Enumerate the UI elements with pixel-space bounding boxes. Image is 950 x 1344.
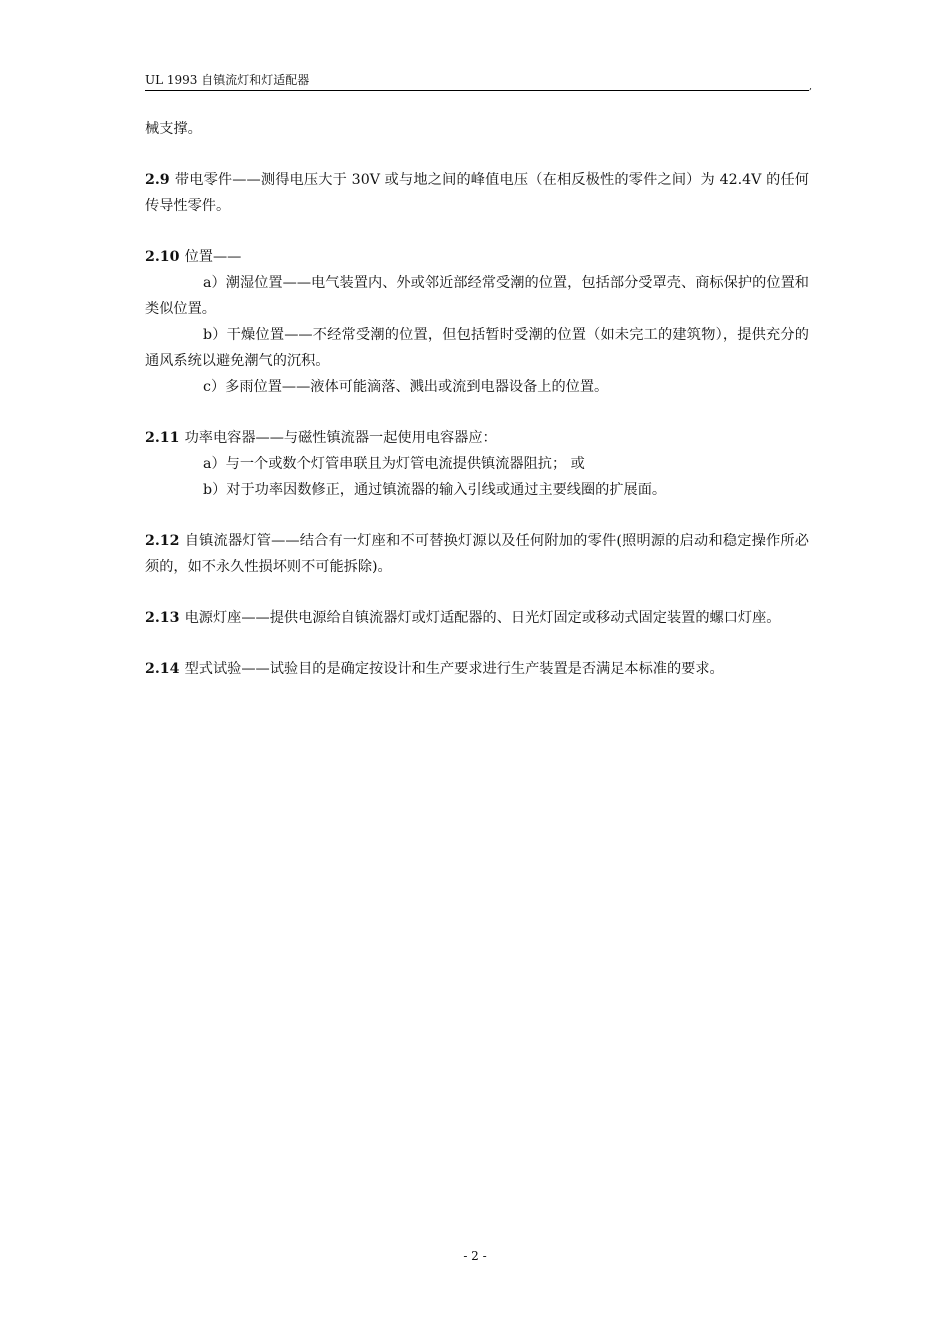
document-body [145,116,809,682]
section-text: 电源灯座——提供电源给自镇流器灯或灯适配器的、日光灯固定或移动式固定装置的螺口灯座。 [184,610,781,626]
list-item-a: a）与一个或数个灯管串联且为灯管电流提供镇流器阻抗； 或 [203,456,585,472]
section-text: 自镇流器灯管——结合有一灯座和不可替换灯源以及任何附加的零件(照明源的启动和稳定操作所必须的，如不永久性损坏则不可能拆除)。 [145,533,809,575]
section-number: 2.12 [145,533,180,549]
section-2-13 [145,605,809,631]
section-2-11 [145,425,809,451]
running-header [145,72,812,92]
section-2-12 [145,528,809,580]
list-item-b: b）干燥位置——不经常受潮的位置，但包括暂时受潮的位置（如未完工的建筑物），提供充分的通风系统以避免潮气的沉积。 [145,327,809,369]
header-mark: , [809,82,812,92]
section-2-9 [145,167,809,219]
continued-text: 械支撑。 [145,121,202,137]
section-text: 位置—— [184,249,242,265]
page-number: - 2 - [463,1249,487,1263]
section-number: 2.9 [145,172,170,188]
list-item-c: c）多雨位置——液体可能滴落、溅出或流到电器设备上的位置。 [203,379,609,395]
section-text: 型式试验——试验目的是确定按设计和生产要求进行生产装置是否满足本标准的要求。 [184,661,724,677]
section-2-14 [145,656,809,682]
section-number: 2.13 [145,610,180,626]
section-text: 带电零件——测得电压大于 30V 或与地之间的峰值电压（在相反极性的零件之间）为 42.4V 的任何传导性零件。 [145,172,809,214]
section-text: 功率电容器——与磁性镇流器一起使用电容器应： [184,430,497,446]
section-number: 2.14 [145,661,180,677]
section-number: 2.11 [145,430,180,446]
list-item-a: a）潮湿位置——电气装置内、外或邻近部经常受潮的位置，包括部分受罩壳、商标保护的位置和类似位置。 [145,275,809,317]
section-2-10 [145,244,809,270]
section-number: 2.10 [145,249,180,265]
header-title: UL 1993 自镇流灯和灯适配器 [145,73,310,87]
list-item-b: b）对于功率因数修正，通过镇流器的输入引线或通过主要线圈的扩展面。 [203,482,667,498]
